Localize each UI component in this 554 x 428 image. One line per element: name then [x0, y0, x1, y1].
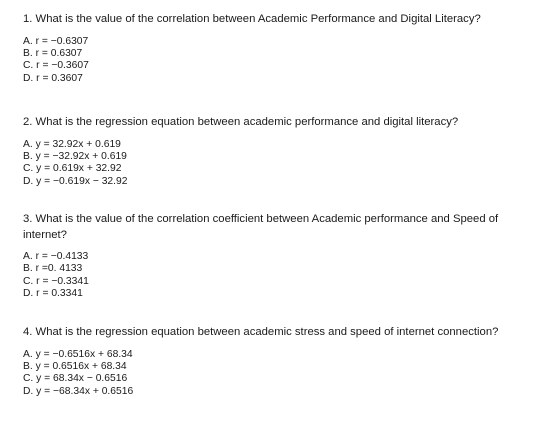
question-3-option-d: D. r = 0.3341: [23, 288, 83, 300]
question-1-option-c: C. r = −0.3607: [23, 60, 89, 72]
question-3: [23, 212, 543, 301]
question-4-option-a: A. y = −0.6516x + 68.34: [23, 348, 133, 360]
question-2-option-c: C. y = 0.619x + 32.92: [23, 163, 122, 175]
question-2: [23, 115, 543, 188]
question-4-option-c: C. y = 68.34x − 0.6516: [23, 373, 128, 385]
question-1: [23, 12, 543, 85]
question-1-option-a: A. r = −0.6307: [23, 35, 89, 47]
question-1-option-d: D. r = 0.3607: [23, 72, 83, 84]
question-4-option-d: D. y = −68.34x + 0.6516: [23, 385, 134, 397]
question-3-option-a: A. r = −0.4133: [23, 251, 89, 262]
question-4-option-b: B. y = 0.6516x + 68.34: [23, 360, 127, 372]
question-1-text: 1. What is the value of the correlation between Academic Performance and Digital Literacy?: [23, 13, 481, 25]
question-3-options: [23, 251, 543, 301]
question-2-option-d: D. y = −0.619x − 32.92: [23, 175, 128, 187]
question-2-option-a: A. y = 32.92x + 0.619: [23, 138, 121, 150]
question-3-text: 3. What is the value of the correlation coefficient between Academic performance and Speed of internet?: [23, 213, 499, 241]
question-4: [23, 325, 543, 398]
question-3-option-c: C. r = −0.3341: [23, 275, 89, 287]
question-2-text: 2. What is the regression equation between academic performance and digital literacy?: [23, 116, 459, 128]
question-2-option-b: B. y = −32.92x + 0.619: [23, 150, 127, 162]
question-3-option-b: B. r =0. 4133: [23, 263, 83, 275]
question-1-options: [23, 36, 543, 86]
question-4-options: [23, 349, 543, 399]
question-2-options: [23, 139, 543, 189]
question-4-text: 4. What is the regression equation between academic stress and speed of internet connection?: [23, 326, 499, 338]
question-1-option-b: B. r = 0.6307: [23, 47, 83, 59]
